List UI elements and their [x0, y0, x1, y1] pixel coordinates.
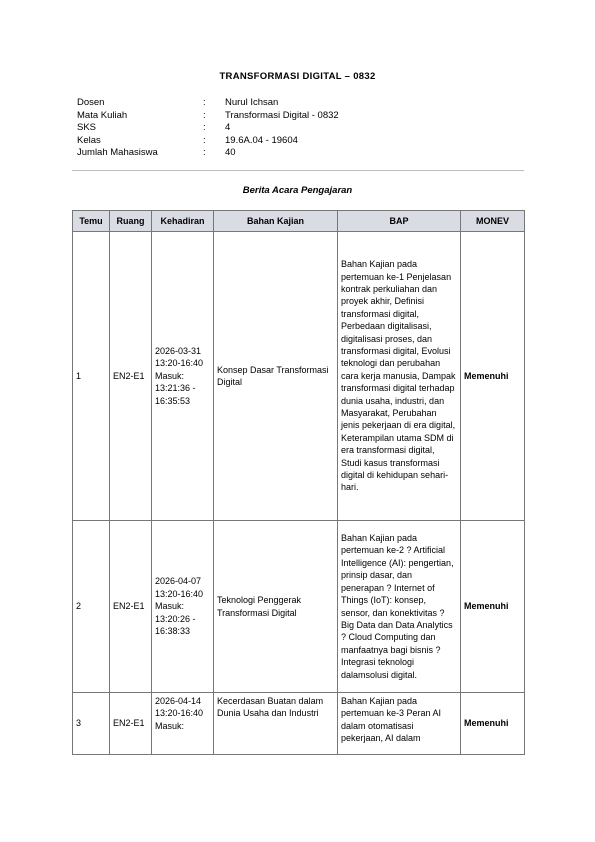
info-row-dosen: [77, 97, 339, 110]
header-bap: BAP: [338, 211, 461, 232]
cell-kehadiran: 2026-04-14 13:20-16:40 Masuk:: [152, 693, 214, 755]
cell-bahan-kajian: Teknologi Penggerak Transformasi Digital: [214, 521, 338, 693]
info-row-jumlah-mahasiswa: [77, 147, 339, 160]
cell-monev: Memenuhi: [461, 693, 525, 755]
cell-temu: 3: [73, 693, 110, 755]
cell-bahan-kajian: Konsep Dasar Transformasi Digital: [214, 232, 338, 521]
info-label: Jumlah Mahasiswa: [77, 147, 158, 159]
info-row-sks: [77, 122, 339, 135]
cell-bahan-kajian: Kecerdasan Buatan dalam Dunia Usaha dan Industri: [214, 693, 338, 755]
cell-monev: Memenuhi: [461, 232, 525, 521]
info-label: Kelas: [77, 134, 101, 146]
info-value: 4: [225, 122, 231, 134]
cell-ruang: EN2-E1: [110, 693, 152, 755]
cell-ruang: EN2-E1: [110, 232, 152, 521]
info-label: Mata Kuliah: [77, 109, 128, 121]
info-separator: :: [203, 109, 206, 121]
cell-bap: Bahan Kajian pada pertemuan ke-1 Penjelasan kontrak perkuliahan dan proyek akhir, Definisi transformasi digital, Perbedaan digitalisasi, digitalisasi proses, dan transformasi digital, Evolusi teknologi dan perubahan cara kerja manusia, Dampak transformasi digital terhadap dunia usaha, industri, dan Masyarakat, Perubahan jenis pekerjaan di era digital, Keterampilan utama SDM di era transformasi digital, Studi kasus transformasi digital di kehidupan sehari-hari.: [338, 232, 461, 521]
section-title: Berita Acara Pengajaran: [242, 185, 353, 196]
table-row: [73, 521, 525, 693]
cell-kehadiran: 2026-04-07 13:20-16:40 Masuk: 13:20:26 - 16:38:33: [152, 521, 214, 693]
divider: [72, 170, 524, 171]
table-row: [73, 693, 525, 755]
info-label: Dosen: [77, 97, 105, 108]
cell-temu: 2: [73, 521, 110, 693]
cell-bap: Bahan Kajian pada pertemuan ke-3 Peran AI dalam otomatisasi pekerjaan, AI dalam: [338, 693, 461, 755]
info-row-mata-kuliah: [77, 110, 339, 123]
table-header-row: [73, 211, 525, 232]
header-ruang: Ruang: [110, 211, 152, 232]
header-kehadiran: Kehadiran: [152, 211, 214, 232]
cell-monev: Memenuhi: [461, 521, 525, 693]
info-row-kelas: [77, 135, 339, 148]
info-separator: :: [203, 122, 206, 134]
info-value: Nurul Ichsan: [225, 97, 279, 108]
info-value: Transformasi Digital - 0832: [225, 109, 339, 121]
cell-kehadiran: 2026-03-31 13:20-16:40 Masuk: 13:21:36 - 16:35:53: [152, 232, 214, 521]
table-row: [73, 232, 525, 521]
info-separator: :: [203, 134, 206, 146]
course-info: [77, 97, 339, 160]
header-temu: Temu: [73, 211, 110, 232]
info-label: SKS: [77, 122, 97, 134]
header-monev: MONEV: [461, 211, 525, 232]
cell-temu: 1: [73, 232, 110, 521]
header-bahan-kajian: Bahan Kajian: [214, 211, 338, 232]
cell-ruang: EN2-E1: [110, 521, 152, 693]
bap-table: [72, 210, 525, 755]
document-title: TRANSFORMASI DIGITAL – 0832: [219, 71, 376, 82]
info-separator: :: [203, 97, 206, 108]
info-value: 40: [225, 147, 236, 159]
info-separator: :: [203, 147, 206, 159]
cell-bap: Bahan Kajian pada pertemuan ke-2 ? Artificial Intelligence (AI): pengertian, prinsip dasar, dan penerapan ? Internet of Things (IoT): konsep, sensor, dan konektivitas ? Big Data dan Data Analytics ? Cloud Computing dan manfaatnya bagi bisnis ? Integrasi teknologi dalamsolusi digital.: [338, 521, 461, 693]
info-value: 19.6A.04 - 19604: [225, 134, 298, 146]
